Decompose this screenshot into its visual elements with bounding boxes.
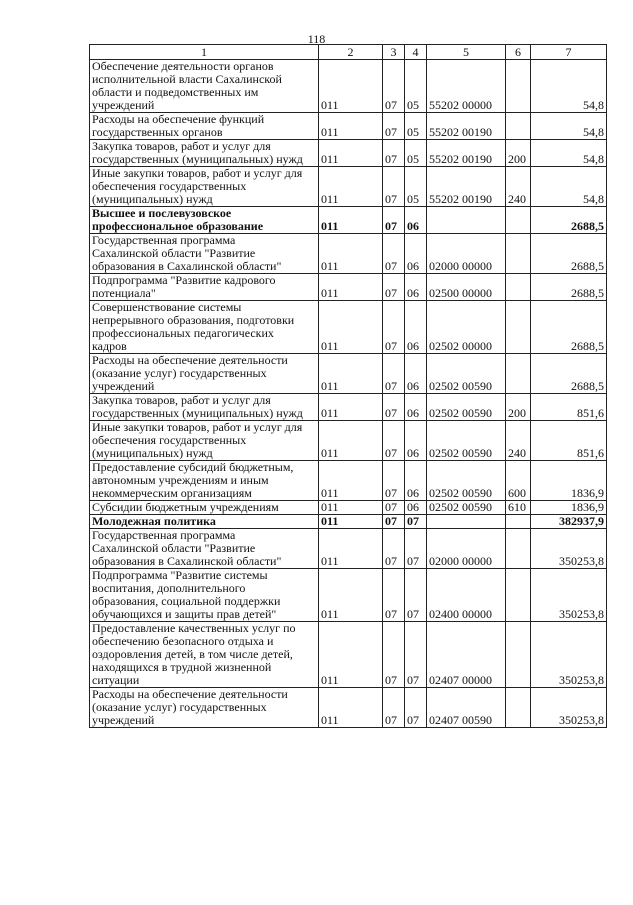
row-name-cell: Подпрограмма "Развитие кадрового потенциала" xyxy=(90,274,319,301)
column-header: 7 xyxy=(531,45,607,60)
row-name-cell: Обеспечение деятельности органов исполнительной власти Сахалинской области и подведомственных им учреждений xyxy=(90,60,319,113)
row-name-cell: Предоставление субсидий бюджетным, автономным учреждениям и иным некоммерческим организациям xyxy=(90,461,319,501)
target-article-cell: 02400 00000 xyxy=(427,569,506,622)
row-name-cell: Расходы на обеспечение функций государственных органов xyxy=(90,113,319,140)
expense-type-cell: 610 xyxy=(506,501,531,515)
subsection-code-cell: 05 xyxy=(405,113,427,140)
amount-cell: 851,6 xyxy=(531,394,607,421)
table-row xyxy=(90,421,607,461)
row-name-cell: Совершенствование системы непрерывного образования, подготовки профессиональных педагогических кадров xyxy=(90,301,319,354)
amount-cell: 2688,5 xyxy=(531,274,607,301)
ministry-code-cell: 011 xyxy=(319,60,383,113)
amount-cell: 350253,8 xyxy=(531,529,607,569)
ministry-code-cell: 011 xyxy=(319,234,383,274)
expense-type-cell xyxy=(506,60,531,113)
target-article-cell: 55202 00190 xyxy=(427,113,506,140)
subsection-code-cell: 07 xyxy=(405,688,427,728)
section-code-cell: 07 xyxy=(383,167,405,207)
column-header: 2 xyxy=(319,45,383,60)
ministry-code-cell: 011 xyxy=(319,688,383,728)
expense-type-cell xyxy=(506,207,531,234)
ministry-code-cell: 011 xyxy=(319,167,383,207)
section-code-cell: 07 xyxy=(383,688,405,728)
section-code-cell: 07 xyxy=(383,569,405,622)
table-row xyxy=(90,140,607,167)
section-code-cell: 07 xyxy=(383,234,405,274)
target-article-cell: 55202 00190 xyxy=(427,167,506,207)
subsection-code-cell: 06 xyxy=(405,461,427,501)
subsection-code-cell: 07 xyxy=(405,622,427,688)
row-name-cell: Закупка товаров, работ и услуг для государственных (муниципальных) нужд xyxy=(90,394,319,421)
table-row xyxy=(90,688,607,728)
subsection-code-cell: 06 xyxy=(405,274,427,301)
table-row xyxy=(90,274,607,301)
amount-cell: 350253,8 xyxy=(531,569,607,622)
expense-type-cell: 200 xyxy=(506,140,531,167)
table-row xyxy=(90,167,607,207)
expense-type-cell xyxy=(506,301,531,354)
column-header: 4 xyxy=(405,45,427,60)
row-name-cell: Подпрограмма "Развитие системы воспитания, дополнительного образования, социальной поддержки обучающихся и защиты прав детей" xyxy=(90,569,319,622)
column-header: 6 xyxy=(506,45,531,60)
ministry-code-cell: 011 xyxy=(319,421,383,461)
expense-type-cell xyxy=(506,622,531,688)
section-code-cell: 07 xyxy=(383,515,405,529)
expense-type-cell: 600 xyxy=(506,461,531,501)
table-row xyxy=(90,301,607,354)
section-code-cell: 07 xyxy=(383,421,405,461)
ministry-code-cell: 011 xyxy=(319,301,383,354)
column-header: 1 xyxy=(90,45,319,60)
expense-type-cell: 240 xyxy=(506,167,531,207)
table-row xyxy=(90,501,607,515)
amount-cell: 54,8 xyxy=(531,140,607,167)
row-name-cell: Предоставление качественных услуг по обеспечению безопасного отдыха и оздоровления детей, в том числе детей, находящихся в трудной жизненной ситуации xyxy=(90,622,319,688)
amount-cell: 2688,5 xyxy=(531,301,607,354)
expense-type-cell: 240 xyxy=(506,421,531,461)
table-row xyxy=(90,207,607,234)
amount-cell: 54,8 xyxy=(531,60,607,113)
section-code-cell: 07 xyxy=(383,207,405,234)
target-article-cell: 02407 00590 xyxy=(427,688,506,728)
section-code-cell: 07 xyxy=(383,622,405,688)
target-article-cell: 02407 00000 xyxy=(427,622,506,688)
target-article-cell: 02502 00000 xyxy=(427,301,506,354)
table-row xyxy=(90,234,607,274)
subsection-code-cell: 06 xyxy=(405,354,427,394)
table-row xyxy=(90,622,607,688)
target-article-cell: 02502 00590 xyxy=(427,421,506,461)
ministry-code-cell: 011 xyxy=(319,515,383,529)
amount-cell: 851,6 xyxy=(531,421,607,461)
expense-type-cell xyxy=(506,688,531,728)
expense-type-cell xyxy=(506,529,531,569)
amount-cell: 1836,9 xyxy=(531,461,607,501)
row-name-cell: Закупка товаров, работ и услуг для государственных (муниципальных) нужд xyxy=(90,140,319,167)
amount-cell: 54,8 xyxy=(531,113,607,140)
amount-cell: 2688,5 xyxy=(531,234,607,274)
row-name-cell: Расходы на обеспечение деятельности (оказание услуг) государственных учреждений xyxy=(90,688,319,728)
section-code-cell: 07 xyxy=(383,113,405,140)
column-header: 5 xyxy=(427,45,506,60)
expense-type-cell xyxy=(506,515,531,529)
table-header-row xyxy=(90,45,607,60)
ministry-code-cell: 011 xyxy=(319,461,383,501)
target-article-cell xyxy=(427,207,506,234)
target-article-cell: 55202 00000 xyxy=(427,60,506,113)
table-row xyxy=(90,461,607,501)
row-name-cell: Иные закупки товаров, работ и услуг для обеспечения государственных (муниципальных) нужд xyxy=(90,421,319,461)
table-row xyxy=(90,569,607,622)
expense-type-cell xyxy=(506,113,531,140)
target-article-cell xyxy=(427,515,506,529)
subsection-code-cell: 06 xyxy=(405,301,427,354)
row-name-cell: Высшее и послевузовское профессиональное образование xyxy=(90,207,319,234)
column-header: 3 xyxy=(383,45,405,60)
target-article-cell: 02502 00590 xyxy=(427,394,506,421)
row-name-cell: Субсидии бюджетным учреждениям xyxy=(90,501,319,515)
subsection-code-cell: 06 xyxy=(405,501,427,515)
subsection-code-cell: 06 xyxy=(405,394,427,421)
ministry-code-cell: 011 xyxy=(319,529,383,569)
ministry-code-cell: 011 xyxy=(319,394,383,421)
section-code-cell: 07 xyxy=(383,354,405,394)
section-code-cell: 07 xyxy=(383,140,405,167)
expense-type-cell xyxy=(506,569,531,622)
expense-type-cell xyxy=(506,274,531,301)
section-code-cell: 07 xyxy=(383,529,405,569)
table-row xyxy=(90,113,607,140)
ministry-code-cell: 011 xyxy=(319,207,383,234)
section-code-cell: 07 xyxy=(383,60,405,113)
section-code-cell: 07 xyxy=(383,501,405,515)
target-article-cell: 02000 00000 xyxy=(427,529,506,569)
amount-cell: 350253,8 xyxy=(531,622,607,688)
subsection-code-cell: 07 xyxy=(405,569,427,622)
expense-type-cell: 200 xyxy=(506,394,531,421)
amount-cell: 350253,8 xyxy=(531,688,607,728)
section-code-cell: 07 xyxy=(383,461,405,501)
section-code-cell: 07 xyxy=(383,274,405,301)
row-name-cell: Государственная программа Сахалинской области "Развитие образования в Сахалинской области" xyxy=(90,529,319,569)
page-number: 118 xyxy=(307,32,326,46)
subsection-code-cell: 05 xyxy=(405,167,427,207)
target-article-cell: 02502 00590 xyxy=(427,461,506,501)
expense-type-cell xyxy=(506,234,531,274)
ministry-code-cell: 011 xyxy=(319,569,383,622)
subsection-code-cell: 06 xyxy=(405,207,427,234)
table-row xyxy=(90,394,607,421)
ministry-code-cell: 011 xyxy=(319,140,383,167)
subsection-code-cell: 06 xyxy=(405,234,427,274)
target-article-cell: 02502 00590 xyxy=(427,354,506,394)
target-article-cell: 02000 00000 xyxy=(427,234,506,274)
ministry-code-cell: 011 xyxy=(319,113,383,140)
row-name-cell: Иные закупки товаров, работ и услуг для обеспечения государственных (муниципальных) нужд xyxy=(90,167,319,207)
ministry-code-cell: 011 xyxy=(319,354,383,394)
target-article-cell: 02500 00000 xyxy=(427,274,506,301)
ministry-code-cell: 011 xyxy=(319,622,383,688)
subsection-code-cell: 07 xyxy=(405,515,427,529)
subsection-code-cell: 05 xyxy=(405,140,427,167)
amount-cell: 2688,5 xyxy=(531,207,607,234)
section-code-cell: 07 xyxy=(383,394,405,421)
budget-table xyxy=(89,44,607,728)
row-name-cell: Молодежная политика xyxy=(90,515,319,529)
amount-cell: 2688,5 xyxy=(531,354,607,394)
subsection-code-cell: 06 xyxy=(405,421,427,461)
section-code-cell: 07 xyxy=(383,301,405,354)
amount-cell: 1836,9 xyxy=(531,501,607,515)
subsection-code-cell: 07 xyxy=(405,529,427,569)
expense-type-cell xyxy=(506,354,531,394)
table-row xyxy=(90,60,607,113)
amount-cell: 54,8 xyxy=(531,167,607,207)
row-name-cell: Государственная программа Сахалинской области "Развитие образования в Сахалинской области" xyxy=(90,234,319,274)
ministry-code-cell: 011 xyxy=(319,501,383,515)
ministry-code-cell: 011 xyxy=(319,274,383,301)
table-row xyxy=(90,515,607,529)
target-article-cell: 02502 00590 xyxy=(427,501,506,515)
amount-cell: 382937,9 xyxy=(531,515,607,529)
row-name-cell: Расходы на обеспечение деятельности (оказание услуг) государственных учреждений xyxy=(90,354,319,394)
subsection-code-cell: 05 xyxy=(405,60,427,113)
table-row xyxy=(90,354,607,394)
table-row xyxy=(90,529,607,569)
target-article-cell: 55202 00190 xyxy=(427,140,506,167)
